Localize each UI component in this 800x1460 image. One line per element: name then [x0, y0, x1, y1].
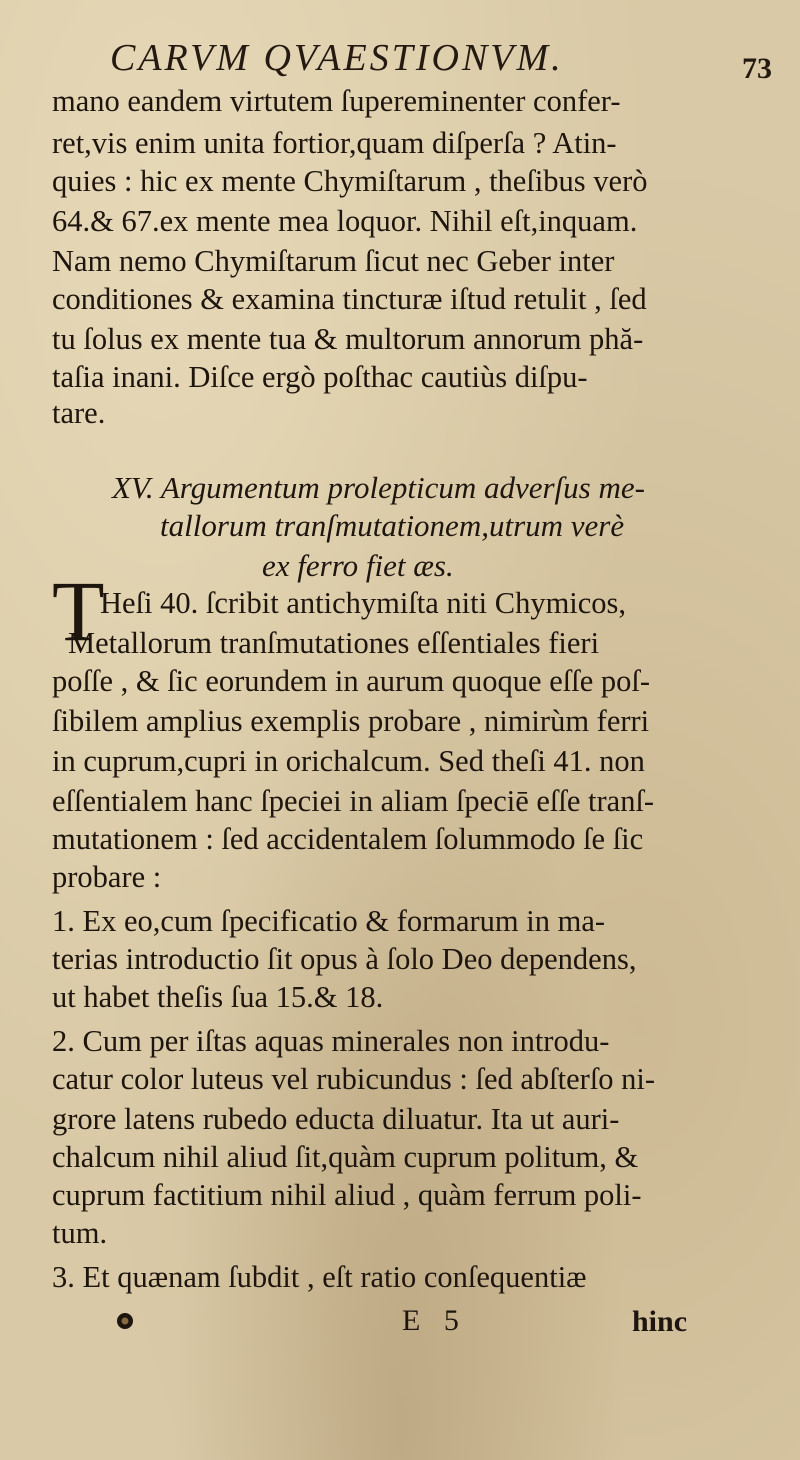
- text-line: ſibilem amplius exemplis probare , nimirùm ferri: [52, 704, 650, 738]
- text-line: Heſi 40. ſcribit antichymiſta niti Chymicos,: [100, 586, 627, 620]
- text-line: eſſentialem hanc ſpeciei in aliam ſpeciē eſſe tranſ-: [52, 784, 655, 818]
- page-number: 73: [742, 52, 772, 85]
- text-line: Nam nemo Chymiſtarum ſicut nec Geber inter: [52, 244, 615, 278]
- text-line: cuprum factitium nihil aliud , quàm ferrum poli-: [52, 1178, 642, 1212]
- section-heading-line-3: ex ferro fiet æs.: [262, 548, 454, 583]
- text-line: 1. Ex eo,cum ſpecificatio & formarum in ma-: [52, 904, 606, 938]
- text-line: tare.: [52, 396, 106, 430]
- text-line: tu ſolus ex mente tua & multorum annorum phă-: [52, 322, 644, 356]
- section-heading-line-1: XV. Argumentum prolepticum adverſus me-: [112, 470, 645, 505]
- fleuron-ornament-icon: [114, 1310, 136, 1336]
- running-head: CARVM QVAESTIONVM.: [110, 37, 564, 79]
- text-line: quies : hic ex mente Chymiſtarum , theſibus verò: [52, 164, 648, 198]
- text-line: terias introductio ſit opus à ſolo Deo dependens,: [52, 942, 637, 976]
- text-line: poſſe , & ſic eorundem in aurum quoque eſſe poſ-: [52, 664, 650, 698]
- text-line: probare :: [52, 860, 162, 894]
- text-line: chalcum nihil aliud ſit,quàm cuprum politum, &: [52, 1140, 639, 1174]
- section-heading-line-2: tallorum tranſmutationem,utrum verè: [160, 508, 625, 543]
- signature-mark: E 5: [402, 1304, 467, 1337]
- text-line: mano eandem virtutem ſupereminenter confer-: [52, 84, 621, 118]
- text-line: mutationem : ſed accidentalem ſolummodo ſe ſic: [52, 822, 644, 856]
- text-line: conditiones & examina tincturæ iſtud retulit , ſed: [52, 282, 647, 316]
- catchword: hinc: [632, 1305, 688, 1338]
- text-line: 2. Cum per iſtas aquas minerales non introdu-: [52, 1024, 610, 1058]
- text-line: ut habet theſis ſua 15.& 18.: [52, 980, 384, 1014]
- text-line: grore latens rubedo educta diluatur. Ita ut auri-: [52, 1102, 620, 1136]
- text-line: tum.: [52, 1216, 108, 1250]
- text-line: taſia inani. Diſce ergò poſthac cautiùs diſpu-: [52, 360, 588, 394]
- text-line: 3. Et quænam ſubdit , eſt ratio conſequentiæ: [52, 1260, 587, 1294]
- text-line: catur color luteus vel rubicundus : ſed abſterſo ni-: [52, 1062, 656, 1096]
- drop-cap: T: [52, 563, 105, 659]
- text-line: in cuprum,cupri in orichalcum. Sed theſi 41. non: [52, 744, 645, 778]
- text-line: Metallorum tranſmutationes eſſentiales fieri: [68, 626, 600, 660]
- text-line: 64.& 67.ex mente mea loquor. Nihil eſt,inquam.: [52, 204, 638, 238]
- text-line: ret,vis enim unita fortior,quam diſperſa ? Atin-: [52, 126, 617, 160]
